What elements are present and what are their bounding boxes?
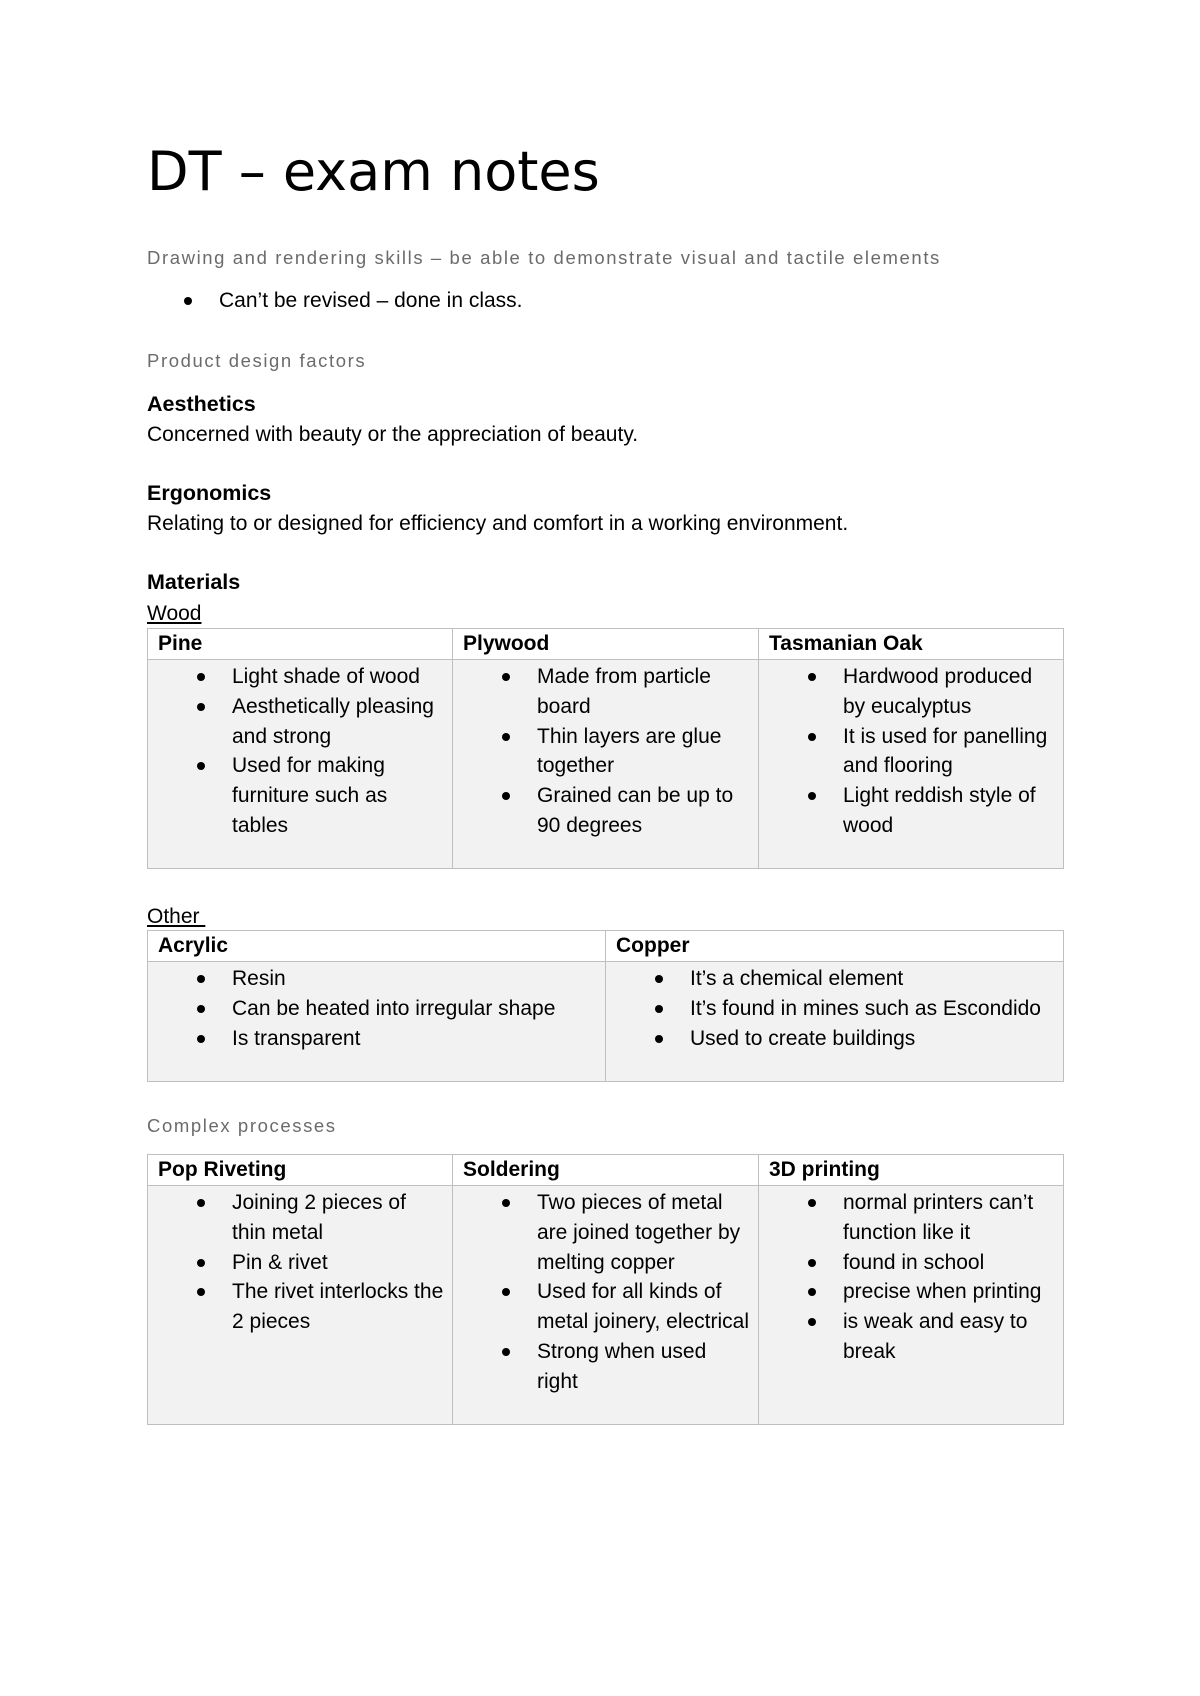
table-row bbox=[148, 962, 1064, 1082]
bullet-icon bbox=[655, 975, 663, 983]
bullet-icon bbox=[502, 1348, 510, 1356]
list-item bbox=[148, 994, 605, 1024]
list-item bbox=[453, 1277, 758, 1337]
bullet-icon bbox=[184, 297, 192, 305]
list-item-text: Thin layers are glue together bbox=[537, 724, 722, 778]
table-row bbox=[148, 660, 1064, 869]
list-item-text: The rivet interlocks the 2 pieces bbox=[232, 1280, 444, 1334]
list-item bbox=[147, 286, 523, 316]
list-item bbox=[759, 662, 1063, 722]
bullet-icon bbox=[197, 703, 205, 711]
list-item-text: Aesthetically pleasing and strong bbox=[232, 694, 434, 748]
list-item-text: Made from particle board bbox=[537, 665, 711, 718]
list-item bbox=[606, 964, 1063, 994]
header-plywood: Plywood bbox=[453, 629, 759, 660]
list-item-text: Used for all kinds of metal joinery, electrical bbox=[537, 1280, 750, 1334]
list-item-text: Strong when used right bbox=[537, 1339, 707, 1393]
bullet-icon bbox=[502, 792, 510, 800]
bullet-icon bbox=[197, 1288, 205, 1296]
pop-riveting-list bbox=[148, 1188, 452, 1337]
3d-printing-list bbox=[759, 1188, 1063, 1367]
list-item bbox=[453, 1188, 758, 1277]
page-title: DT – exam notes bbox=[147, 140, 600, 203]
list-item-text: precise when printing bbox=[843, 1280, 1042, 1304]
list-item bbox=[148, 1188, 452, 1248]
table-header-row bbox=[148, 931, 1064, 962]
header-pine: Pine bbox=[148, 629, 453, 660]
bullet-icon bbox=[808, 733, 816, 741]
list-item bbox=[148, 662, 452, 692]
subtitle-complex: Complex processes bbox=[147, 1115, 337, 1136]
pine-list bbox=[148, 662, 452, 841]
list-item bbox=[148, 751, 452, 840]
bullet-icon bbox=[808, 1259, 816, 1267]
header-pop-riveting: Pop Riveting bbox=[148, 1155, 453, 1186]
list-item-text: Hardwood produced by eucalyptus bbox=[843, 665, 1033, 718]
heading-ergonomics: Ergonomics bbox=[147, 481, 272, 505]
list-item bbox=[759, 781, 1063, 841]
label-other: Other bbox=[147, 905, 206, 928]
bullet-icon bbox=[197, 673, 205, 681]
bullet-icon bbox=[502, 673, 510, 681]
bullet-icon bbox=[502, 1288, 510, 1296]
bullet-icon bbox=[808, 673, 816, 681]
list-item bbox=[759, 1248, 1063, 1278]
bullet-icon bbox=[655, 1005, 663, 1013]
cell-soldering bbox=[453, 1186, 759, 1425]
list-item-text: It’s a chemical element bbox=[690, 967, 904, 990]
heading-materials: Materials bbox=[147, 570, 241, 594]
list-item bbox=[148, 964, 605, 994]
list-item-text: Light shade of wood bbox=[232, 665, 420, 688]
list-item-text: Used to create buildings bbox=[690, 1026, 916, 1050]
list-item-text: Joining 2 pieces of thin metal bbox=[232, 1191, 406, 1244]
text-aesthetics: Concerned with beauty or the appreciation of beauty. bbox=[147, 423, 639, 446]
list-item bbox=[759, 722, 1063, 782]
bullet-icon bbox=[502, 733, 510, 741]
list-item-text: Used for making furniture such as tables bbox=[232, 754, 388, 837]
header-soldering: Soldering bbox=[453, 1155, 759, 1186]
table-header-row bbox=[148, 629, 1064, 660]
soldering-list bbox=[453, 1188, 758, 1397]
list-item-text: found in school bbox=[843, 1250, 985, 1274]
list-item bbox=[606, 1024, 1063, 1054]
process-table bbox=[147, 1154, 1064, 1425]
list-item-text: Grained can be up to 90 degrees bbox=[537, 784, 734, 837]
subtitle-drawing: Drawing and rendering skills – be able to demonstrate visual and tactile elements bbox=[147, 247, 941, 268]
list-item bbox=[148, 1277, 452, 1337]
copper-list bbox=[606, 964, 1063, 1053]
list-item-text: Can’t be revised – done in class. bbox=[219, 289, 523, 312]
cell-pine bbox=[148, 660, 453, 869]
list-item bbox=[148, 692, 452, 752]
list-item-text: Resin bbox=[232, 967, 286, 990]
bullet-icon bbox=[197, 1035, 205, 1043]
list-item bbox=[453, 662, 758, 722]
acrylic-list bbox=[148, 964, 605, 1053]
bullet-icon bbox=[808, 1288, 816, 1296]
table-header-row bbox=[148, 1155, 1064, 1186]
list-item bbox=[606, 994, 1063, 1024]
list-item-text: is weak and easy to break bbox=[843, 1310, 1028, 1363]
list-item bbox=[148, 1024, 605, 1054]
cell-plywood bbox=[453, 660, 759, 869]
cell-tasmanian-oak bbox=[759, 660, 1064, 869]
list-item bbox=[453, 781, 758, 841]
list-item-text: It is used for panelling and flooring bbox=[843, 724, 1048, 778]
cell-acrylic bbox=[148, 962, 606, 1082]
other-table bbox=[147, 930, 1064, 1082]
bullet-icon bbox=[502, 1199, 510, 1207]
list-item bbox=[759, 1277, 1063, 1307]
label-wood: Wood bbox=[147, 602, 202, 625]
list-item bbox=[759, 1188, 1063, 1248]
text-ergonomics: Relating to or designed for efficiency and comfort in a working environment. bbox=[147, 512, 849, 535]
bullet-icon bbox=[197, 975, 205, 983]
bullet-icon bbox=[808, 792, 816, 800]
header-acrylic: Acrylic bbox=[148, 931, 606, 962]
list-item-text: Is transparent bbox=[232, 1026, 361, 1050]
bullet-icon bbox=[197, 762, 205, 770]
list-item-text: It’s found in mines such as Escondido bbox=[690, 996, 1041, 1020]
bullet-icon bbox=[808, 1199, 816, 1207]
list-item bbox=[453, 1337, 758, 1397]
list-item-text: Pin & rivet bbox=[232, 1250, 328, 1274]
tasmanian-oak-list bbox=[759, 662, 1063, 841]
bullet-icon bbox=[197, 1259, 205, 1267]
header-3d-printing: 3D printing bbox=[759, 1155, 1064, 1186]
plywood-list bbox=[453, 662, 758, 841]
list-item-text: normal printers can’t function like it bbox=[843, 1191, 1034, 1244]
list-item-text: Light reddish style of wood bbox=[843, 784, 1036, 837]
table-row bbox=[148, 1186, 1064, 1425]
list-item bbox=[453, 722, 758, 782]
subtitle-product: Product design factors bbox=[147, 350, 367, 371]
list-item bbox=[759, 1307, 1063, 1367]
heading-aesthetics: Aesthetics bbox=[147, 392, 256, 416]
cell-pop-riveting bbox=[148, 1186, 453, 1425]
bullet-icon bbox=[808, 1318, 816, 1326]
list-item bbox=[148, 1248, 452, 1278]
wood-table bbox=[147, 628, 1064, 869]
bullet-icon bbox=[655, 1035, 663, 1043]
list-item-text: Two pieces of metal are joined together by melting copper bbox=[537, 1191, 741, 1274]
list-item-text: Can be heated into irregular shape bbox=[232, 996, 556, 1020]
header-tasmanian-oak: Tasmanian Oak bbox=[759, 629, 1064, 660]
bullet-icon bbox=[197, 1005, 205, 1013]
cell-copper bbox=[606, 962, 1064, 1082]
bullet-icon bbox=[197, 1199, 205, 1207]
drawing-bullet-list bbox=[147, 286, 523, 316]
header-copper: Copper bbox=[606, 931, 1064, 962]
cell-3d-printing bbox=[759, 1186, 1064, 1425]
